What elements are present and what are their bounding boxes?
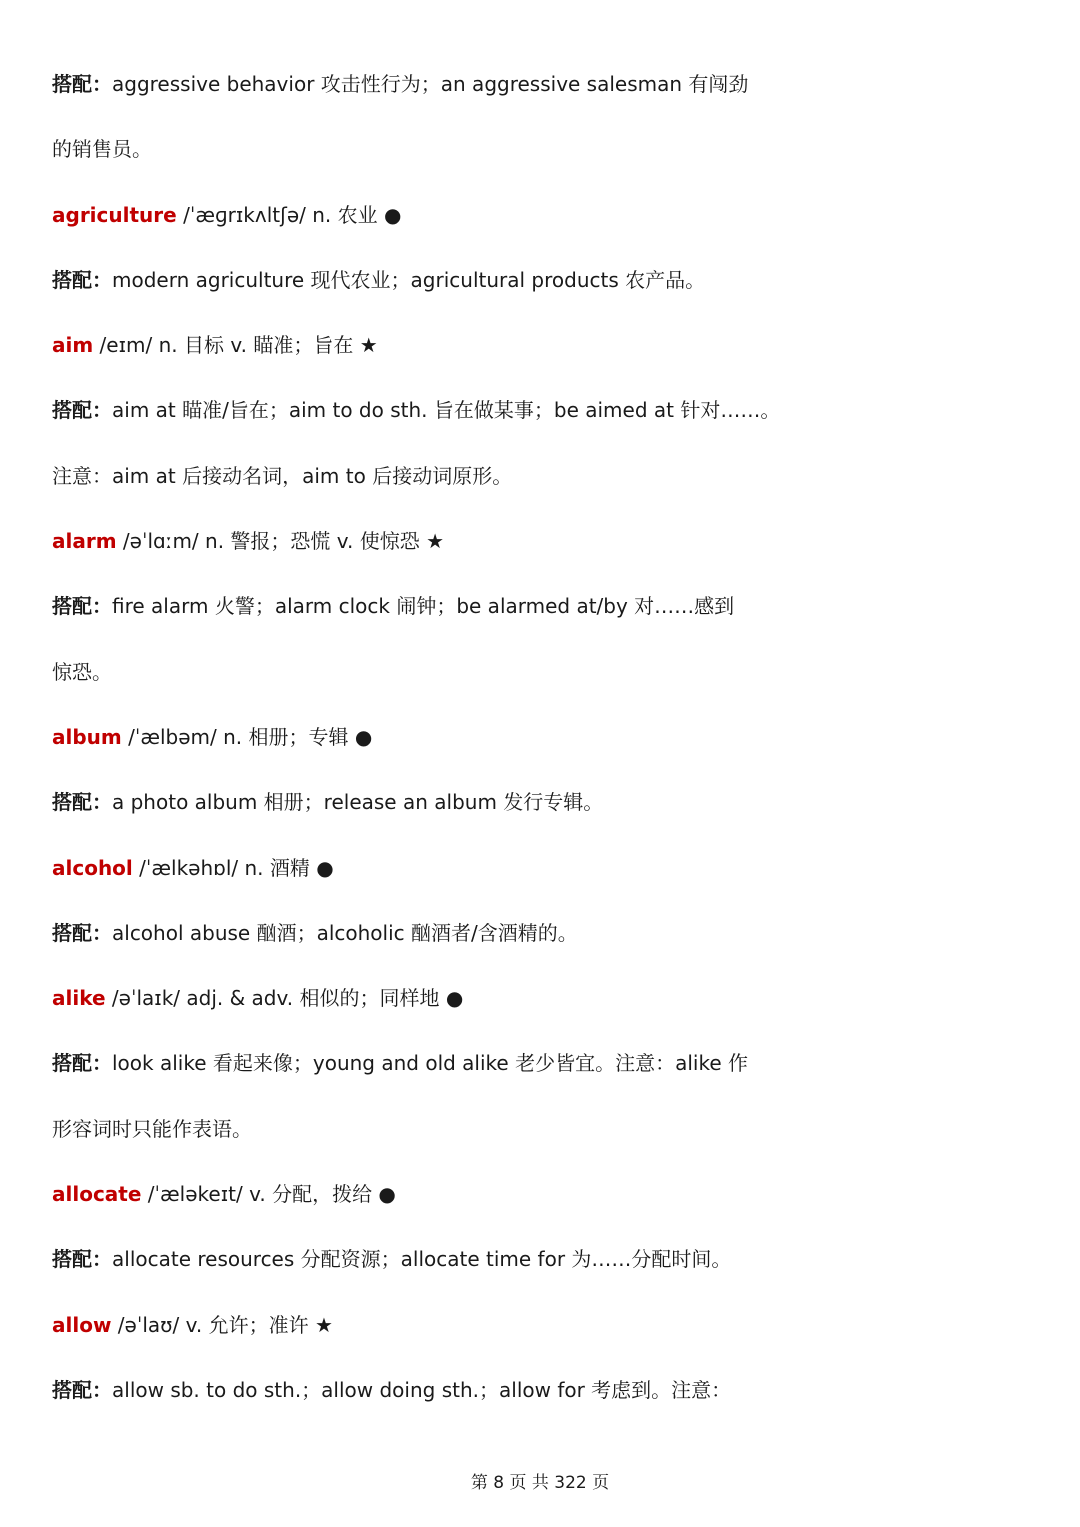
page-footer: 第 8 页 共 322 页 bbox=[470, 1473, 610, 1493]
text-line bbox=[52, 444, 1042, 509]
collocation-line bbox=[52, 901, 1042, 966]
collocation-line bbox=[52, 770, 1042, 835]
line-text: 注意：aim at 后接动名词，aim to 后接动词原形。 bbox=[52, 463, 513, 488]
line-text: 形容词时只能作表语。 bbox=[52, 1116, 252, 1141]
text-line bbox=[52, 117, 1042, 182]
entry-headline bbox=[52, 836, 1042, 901]
line-text: 的销售员。 bbox=[52, 137, 152, 162]
line-text: /eɪm/ n. 目标 v. 瞄准；旨在 ★ bbox=[93, 333, 378, 358]
entry-headline bbox=[52, 1293, 1042, 1358]
line-text: look alike 看起来像；young and old alike 老少皆宜。注意：alike 作 bbox=[112, 1051, 748, 1076]
entry-headline bbox=[52, 705, 1042, 770]
line-text: allocate resources 分配资源；allocate time for 为……分配时间。 bbox=[112, 1247, 732, 1272]
entry-headline bbox=[52, 313, 1042, 378]
line-text: /əˈlɑːm/ n. 警报；恐慌 v. 使惊恐 ★ bbox=[116, 529, 445, 554]
collocation-label: 搭配： bbox=[52, 398, 112, 423]
collocation-label: 搭配： bbox=[52, 72, 112, 96]
headword: album bbox=[52, 724, 122, 749]
collocation-line bbox=[52, 574, 1042, 639]
entry-headline bbox=[52, 183, 1042, 248]
line-text: aim at 瞄准/旨在；aim to do sth. 旨在做某事；be aimed at 针对……。 bbox=[112, 398, 781, 423]
line-text: /ˈælbəm/ n. 相册；专辑 ● bbox=[121, 724, 373, 749]
headword: allow bbox=[52, 1312, 112, 1337]
line-text: /ˈæləkeɪt/ v. 分配，拨给 ● bbox=[141, 1182, 396, 1207]
headword: alike bbox=[52, 986, 106, 1011]
collocation-label: 搭配： bbox=[52, 790, 112, 815]
line-text: alcohol abuse 酗酒；alcoholic 酗酒者/含酒精的。 bbox=[112, 920, 578, 945]
collocation-label: 搭配： bbox=[52, 920, 112, 945]
collocation-label: 搭配： bbox=[52, 1051, 112, 1076]
text-line bbox=[52, 1097, 1042, 1162]
collocation-label: 搭配： bbox=[52, 1247, 112, 1272]
collocation-label: 搭配： bbox=[52, 267, 112, 292]
line-text: modern agriculture 现代农业；agricultural products 农产品。 bbox=[112, 267, 706, 292]
line-text: a photo album 相册；release an album 发行专辑。 bbox=[112, 790, 604, 815]
line-text: allow sb. to do sth.；allow doing sth.；allow for 考虑到。注意： bbox=[112, 1377, 732, 1402]
headword: allocate bbox=[52, 1182, 142, 1207]
headword: alarm bbox=[52, 529, 117, 554]
collocation-line bbox=[52, 1227, 1042, 1292]
collocation-label: 搭配： bbox=[52, 594, 112, 619]
collocation-line bbox=[52, 1031, 1042, 1096]
line-text: /əˈlaɪk/ adj. & adv. 相似的；同样地 ● bbox=[105, 986, 464, 1011]
entry-headline bbox=[52, 509, 1042, 574]
collocation-line bbox=[52, 378, 1042, 443]
line-text: /ˈæɡrɪkʌltʃə/ n. 农业 ● bbox=[176, 202, 402, 227]
entry-headline bbox=[52, 966, 1042, 1031]
entry-headline bbox=[52, 1162, 1042, 1227]
line-text: fire alarm 火警；alarm clock 闹钟；be alarmed at/by 对……感到 bbox=[112, 594, 735, 619]
collocation-line bbox=[52, 52, 1042, 117]
vocabulary-list bbox=[52, 52, 1042, 1423]
headword: agriculture bbox=[52, 202, 177, 227]
collocation-label: 搭配： bbox=[52, 1377, 112, 1402]
headword: aim bbox=[52, 333, 94, 358]
line-text: /ˈælkəhɒl/ n. 酒精 ● bbox=[132, 855, 334, 880]
line-text: /əˈlaʊ/ v. 允许；准许 ★ bbox=[111, 1312, 333, 1337]
collocation-line bbox=[52, 248, 1042, 313]
line-text: 惊恐。 bbox=[52, 659, 112, 684]
headword: alcohol bbox=[52, 855, 133, 880]
line-text: aggressive behavior 攻击性行为；an aggressive salesman 有闯劲 bbox=[112, 72, 749, 96]
collocation-line bbox=[52, 1358, 1042, 1423]
text-line bbox=[52, 640, 1042, 705]
